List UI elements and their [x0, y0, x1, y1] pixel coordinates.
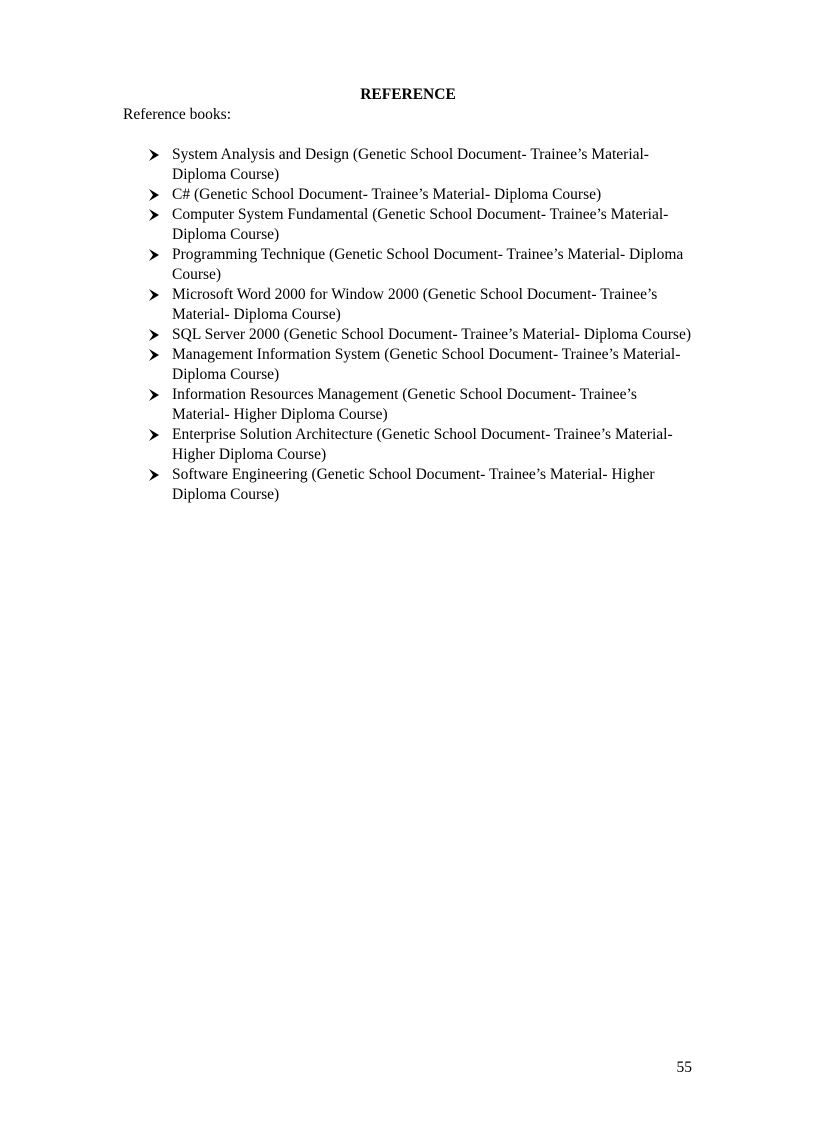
arrowhead-bullet-icon: [148, 205, 164, 225]
arrowhead-bullet-icon: [148, 345, 164, 365]
reference-text: Microsoft Word 2000 for Window 2000 (Genetic School Document- Trainee’s Material- Diploma Course): [172, 286, 658, 323]
arrowhead-bullet-icon: [148, 145, 164, 165]
reference-text: Programming Technique (Genetic School Document- Trainee’s Material- Diploma Course): [172, 246, 684, 283]
reference-text: Computer System Fundamental (Genetic School Document- Trainee’s Material- Diploma Course): [172, 206, 669, 243]
reference-books-heading: Reference books:: [123, 106, 232, 123]
reference-text: Information Resources Management (Genetic School Document- Trainee’s Material- Higher Diploma Course): [172, 386, 637, 423]
reference-item: [148, 185, 693, 205]
reference-item: [148, 285, 693, 325]
arrowhead-bullet-icon: [148, 185, 164, 205]
page-title: REFERENCE: [360, 86, 456, 103]
reference-item: [148, 465, 693, 505]
reference-item: [148, 325, 693, 345]
reference-item: [148, 145, 693, 185]
reference-list: [148, 145, 693, 505]
arrowhead-bullet-icon: [148, 285, 164, 305]
reference-text: Software Engineering (Genetic School Document- Trainee’s Material- Higher Diploma Course): [172, 466, 655, 503]
arrowhead-bullet-icon: [148, 245, 164, 265]
reference-text: Management Information System (Genetic School Document- Trainee’s Material- Diploma Course): [172, 346, 681, 383]
reference-text: Enterprise Solution Architecture (Genetic School Document- Trainee’s Material- Higher Diploma Course): [172, 426, 673, 463]
reference-item: [148, 385, 693, 425]
arrowhead-bullet-icon: [148, 425, 164, 445]
reference-item: [148, 425, 693, 465]
arrowhead-bullet-icon: [148, 325, 164, 345]
reference-text: System Analysis and Design (Genetic School Document- Trainee’s Material- Diploma Course): [172, 146, 649, 183]
reference-item: [148, 245, 693, 285]
arrowhead-bullet-icon: [148, 465, 164, 485]
reference-text: C# (Genetic School Document- Trainee’s Material- Diploma Course): [172, 186, 602, 203]
reference-text: SQL Server 2000 (Genetic School Document- Trainee’s Material- Diploma Course): [172, 326, 691, 343]
reference-item: [148, 345, 693, 385]
page-number: 55: [676, 1059, 692, 1076]
reference-item: [148, 205, 693, 245]
arrowhead-bullet-icon: [148, 385, 164, 405]
